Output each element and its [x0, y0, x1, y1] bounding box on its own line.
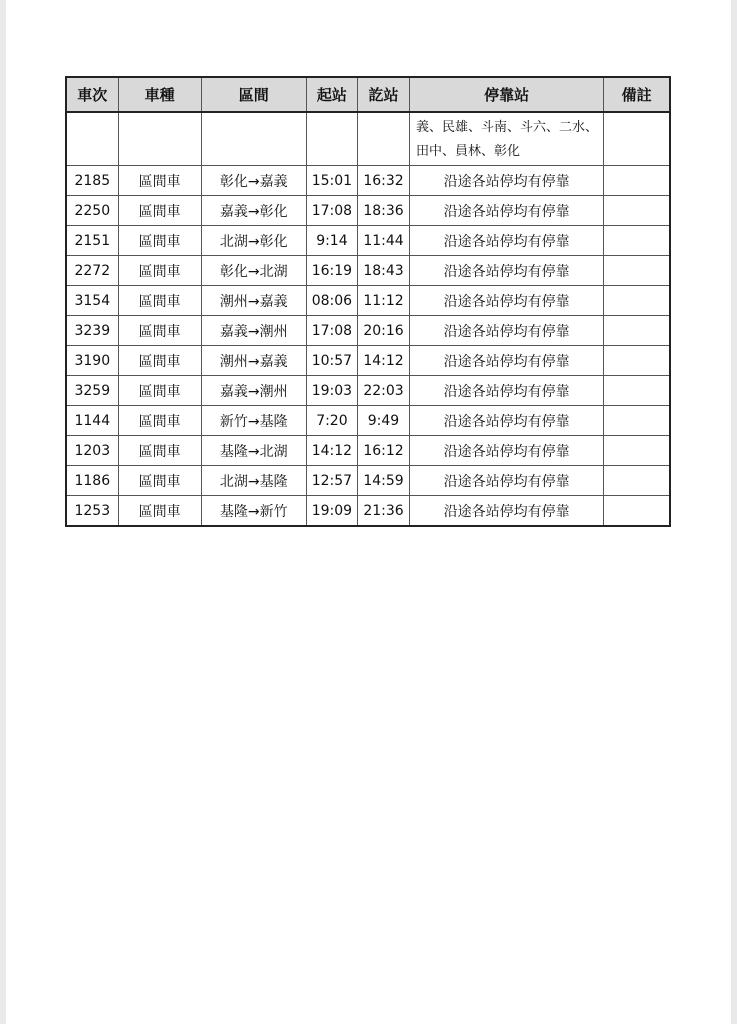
cell-arrive: 22:03: [357, 376, 409, 406]
table-header: [66, 77, 670, 112]
cell-note: [604, 256, 670, 286]
document-page: [6, 0, 731, 1024]
cell-train-type: 區間車: [118, 436, 201, 466]
cell-note: [604, 226, 670, 256]
table-row: [66, 436, 670, 466]
table-cell: [118, 112, 201, 166]
cell-train-no: 1253: [66, 496, 118, 527]
cell-depart: 7:20: [306, 406, 357, 436]
cell-note: [604, 166, 670, 196]
cell-stops: 沿途各站停均有停靠: [410, 226, 604, 256]
cell-section: 彰化→北湖: [201, 256, 306, 286]
cell-section: 基隆→新竹: [201, 496, 306, 527]
table-row: [66, 406, 670, 436]
cell-section: 北湖→基隆: [201, 466, 306, 496]
cell-depart: 16:19: [306, 256, 357, 286]
header-arrive: 訖站: [357, 77, 409, 112]
cell-train-no: 3190: [66, 346, 118, 376]
cell-train-no: 1203: [66, 436, 118, 466]
table-body: [66, 112, 670, 526]
table-cell: [201, 112, 306, 166]
cell-depart: 19:03: [306, 376, 357, 406]
cell-note: [604, 196, 670, 226]
table-row: [66, 496, 670, 527]
cell-train-type: 區間車: [118, 496, 201, 527]
cell-train-no: 2185: [66, 166, 118, 196]
cell-arrive: 14:12: [357, 346, 409, 376]
table-cell: [66, 112, 118, 166]
cell-depart: 19:09: [306, 496, 357, 527]
table-row: [66, 466, 670, 496]
cell-train-no: 3259: [66, 376, 118, 406]
cell-depart: 17:08: [306, 316, 357, 346]
table-row: [66, 286, 670, 316]
cell-note: [604, 376, 670, 406]
cell-arrive: 16:32: [357, 166, 409, 196]
table-row: [66, 316, 670, 346]
cell-stops: 沿途各站停均有停靠: [410, 346, 604, 376]
table-cell: [357, 112, 409, 166]
cell-train-type: 區間車: [118, 256, 201, 286]
cell-arrive: 18:36: [357, 196, 409, 226]
carry-over-stops-line-1: 義、民雄、斗南、斗六、二水、: [416, 120, 599, 135]
cell-section: 嘉義→彰化: [201, 196, 306, 226]
cell-depart: 9:14: [306, 226, 357, 256]
header-train-type: 車種: [118, 77, 201, 112]
cell-depart: 17:08: [306, 196, 357, 226]
cell-depart: 14:12: [306, 436, 357, 466]
carry-over-stops: [410, 112, 604, 166]
cell-depart: 08:06: [306, 286, 357, 316]
header-note: 備註: [604, 77, 670, 112]
cell-train-no: 2250: [66, 196, 118, 226]
cell-arrive: 11:12: [357, 286, 409, 316]
cell-depart: 12:57: [306, 466, 357, 496]
cell-train-no: 2272: [66, 256, 118, 286]
cell-note: [604, 286, 670, 316]
table-row: [66, 166, 670, 196]
cell-section: 嘉義→潮州: [201, 376, 306, 406]
cell-depart: 15:01: [306, 166, 357, 196]
cell-train-no: 2151: [66, 226, 118, 256]
cell-arrive: 20:16: [357, 316, 409, 346]
cell-stops: 沿途各站停均有停靠: [410, 316, 604, 346]
table-row: [66, 256, 670, 286]
cell-train-type: 區間車: [118, 346, 201, 376]
train-timetable: [65, 76, 671, 527]
cell-arrive: 11:44: [357, 226, 409, 256]
cell-arrive: 16:12: [357, 436, 409, 466]
cell-arrive: 9:49: [357, 406, 409, 436]
header-section: 區間: [201, 77, 306, 112]
cell-depart: 10:57: [306, 346, 357, 376]
table-row: [66, 376, 670, 406]
cell-section: 嘉義→潮州: [201, 316, 306, 346]
cell-train-no: 3239: [66, 316, 118, 346]
cell-note: [604, 436, 670, 466]
table-row: [66, 346, 670, 376]
cell-train-type: 區間車: [118, 196, 201, 226]
cell-train-type: 區間車: [118, 376, 201, 406]
cell-train-type: 區間車: [118, 466, 201, 496]
cell-stops: 沿途各站停均有停靠: [410, 196, 604, 226]
cell-note: [604, 466, 670, 496]
cell-note: [604, 316, 670, 346]
cell-train-type: 區間車: [118, 166, 201, 196]
cell-stops: 沿途各站停均有停靠: [410, 256, 604, 286]
cell-section: 新竹→基隆: [201, 406, 306, 436]
cell-note: [604, 346, 670, 376]
header-depart: 起站: [306, 77, 357, 112]
cell-section: 潮州→嘉義: [201, 286, 306, 316]
cell-stops: 沿途各站停均有停靠: [410, 466, 604, 496]
cell-arrive: 18:43: [357, 256, 409, 286]
cell-section: 北湖→彰化: [201, 226, 306, 256]
cell-stops: 沿途各站停均有停靠: [410, 406, 604, 436]
table-cell: [306, 112, 357, 166]
cell-note: [604, 496, 670, 527]
cell-train-no: 1186: [66, 466, 118, 496]
cell-arrive: 14:59: [357, 466, 409, 496]
cell-train-no: 1144: [66, 406, 118, 436]
cell-stops: 沿途各站停均有停靠: [410, 436, 604, 466]
cell-section: 彰化→嘉義: [201, 166, 306, 196]
cell-arrive: 21:36: [357, 496, 409, 527]
header-train-no: 車次: [66, 77, 118, 112]
cell-train-type: 區間車: [118, 226, 201, 256]
cell-section: 潮州→嘉義: [201, 346, 306, 376]
cell-train-type: 區間車: [118, 316, 201, 346]
cell-note: [604, 406, 670, 436]
cell-train-type: 區間車: [118, 406, 201, 436]
cell-stops: 沿途各站停均有停靠: [410, 286, 604, 316]
cell-train-no: 3154: [66, 286, 118, 316]
cell-stops: 沿途各站停均有停靠: [410, 376, 604, 406]
cell-train-type: 區間車: [118, 286, 201, 316]
cell-stops: 沿途各站停均有停靠: [410, 166, 604, 196]
header-stops: 停靠站: [410, 77, 604, 112]
table-row-carry-over: [66, 112, 670, 166]
table-row: [66, 226, 670, 256]
cell-stops: 沿途各站停均有停靠: [410, 496, 604, 527]
cell-section: 基隆→北湖: [201, 436, 306, 466]
table-cell: [604, 112, 670, 166]
table-row: [66, 196, 670, 226]
carry-over-stops-line-2: 田中、員林、彰化: [416, 144, 521, 159]
